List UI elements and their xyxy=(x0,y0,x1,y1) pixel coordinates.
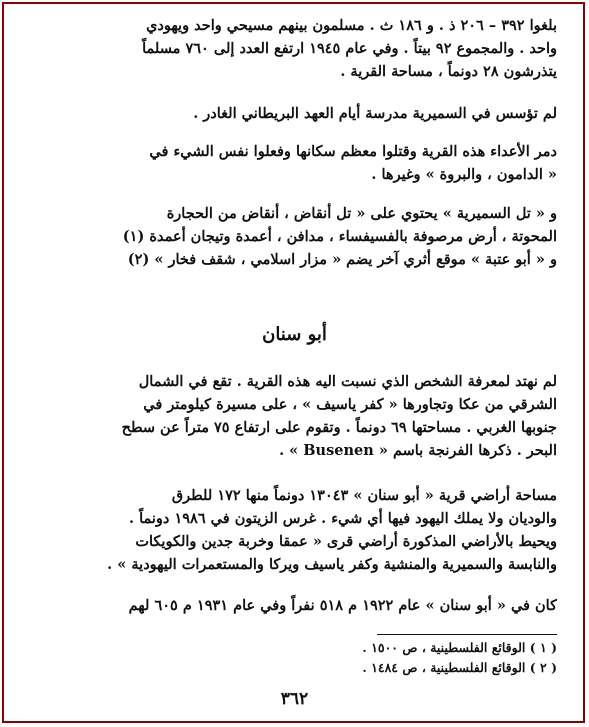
section-paragraph-2 xyxy=(24,484,557,576)
tell-paragraph xyxy=(24,202,557,271)
text-line: و « أبو عتبة » موقع أثري آخر يضم « مزار اسلامي ، شقف فخار » (٢) xyxy=(127,251,557,268)
footnotes xyxy=(24,638,557,678)
page-number: ٣٦٢ xyxy=(280,689,309,709)
text-line: « الدامون ، والبروة » وغيرها . xyxy=(371,166,557,183)
text-line: والوديان ولا يملك اليهود فيها أي شيء . غرس الزيتون في ١٩٨٦ دونماً . xyxy=(129,510,557,527)
text-line: والنابسة والسميرية والمنشية وكفر ياسيف ويركا والمستعمرات اليهودية » . xyxy=(107,556,557,573)
footnote-divider xyxy=(377,634,557,635)
text-line: و « تل السميرية » يحتوي على « تل أنقاض ، أنقاض من الحجارة xyxy=(166,205,557,222)
text-line: ويحيط بالأراضي المذكورة أراضي قرى « عمقا وخربة جدين والكويكات xyxy=(135,533,557,550)
book-page xyxy=(6,6,583,721)
text-line: جنوبها الغربي . مساحتها ٦٩ دونماً . وتقوم على ارتفاع ٧٥ متراً عن سطح xyxy=(121,419,557,436)
top-paragraph xyxy=(24,14,557,83)
text-line: الشرقي من عكا وتجاورها « كفر ياسيف » ، على مسيرة كيلومتر في xyxy=(143,396,557,413)
text-line: يتذرشون ٢٨ دونماً ، مساحة القرية . xyxy=(340,63,557,80)
text-line: دمر الأعداء هذه القرية وقتلوا معظم سكانها وفعلوا نفس الشيء في xyxy=(149,143,557,160)
school-paragraph xyxy=(24,102,557,125)
text-line: لم تؤسس في السميرية مدرسة أيام العهد البريطاني الغادر . xyxy=(193,105,557,122)
text-line: المحوتة ، أرض مرصوفة بالفسيفساء ، مدافن ، أعمدة وتيجان أعمدة (١) xyxy=(122,228,557,245)
text-line: البحر . ذكرها الفرنجة باسم « Busenen » . xyxy=(279,442,557,459)
footnote: ( ١ ) الوقائع الفلسطينية ، ص ١٥٠٠ . xyxy=(362,640,557,655)
text-line: بلغوا ٣٩٢ – ٢٠٦ ذ . و ١٨٦ ث . مسلمون بينهم مسيحي واحد ويهودي xyxy=(146,17,557,34)
text-line: لم نهتد لمعرفة الشخص الذي نسبت اليه هذه القرية . تقع في الشمال xyxy=(138,373,557,390)
section-paragraph-3 xyxy=(24,594,557,617)
text-line: مساحة أراضي قرية « أبو سنان » ١٣٠٤٣ دونماً منها ١٧٢ للطرق xyxy=(171,487,557,504)
footnote: ( ٢ ) الوقائع الفلسطينية ، ص ١٤٨٤ . xyxy=(362,660,557,675)
text-line: كان في « أبو سنان » عام ١٩٢٢ م ٥١٨ نفراً وفي عام ١٩٣١ م ٦٠٥ لهم xyxy=(128,597,557,614)
section-title: أبو سنان xyxy=(262,324,327,345)
section-paragraph-1 xyxy=(24,370,557,462)
text-line: واحد . والمجموع ٩٢ بيتاً . وفي عام ١٩٤٥ ارتفع العدد إلى ٧٦٠ مسلماً xyxy=(142,40,557,57)
enemy-paragraph xyxy=(24,140,557,186)
